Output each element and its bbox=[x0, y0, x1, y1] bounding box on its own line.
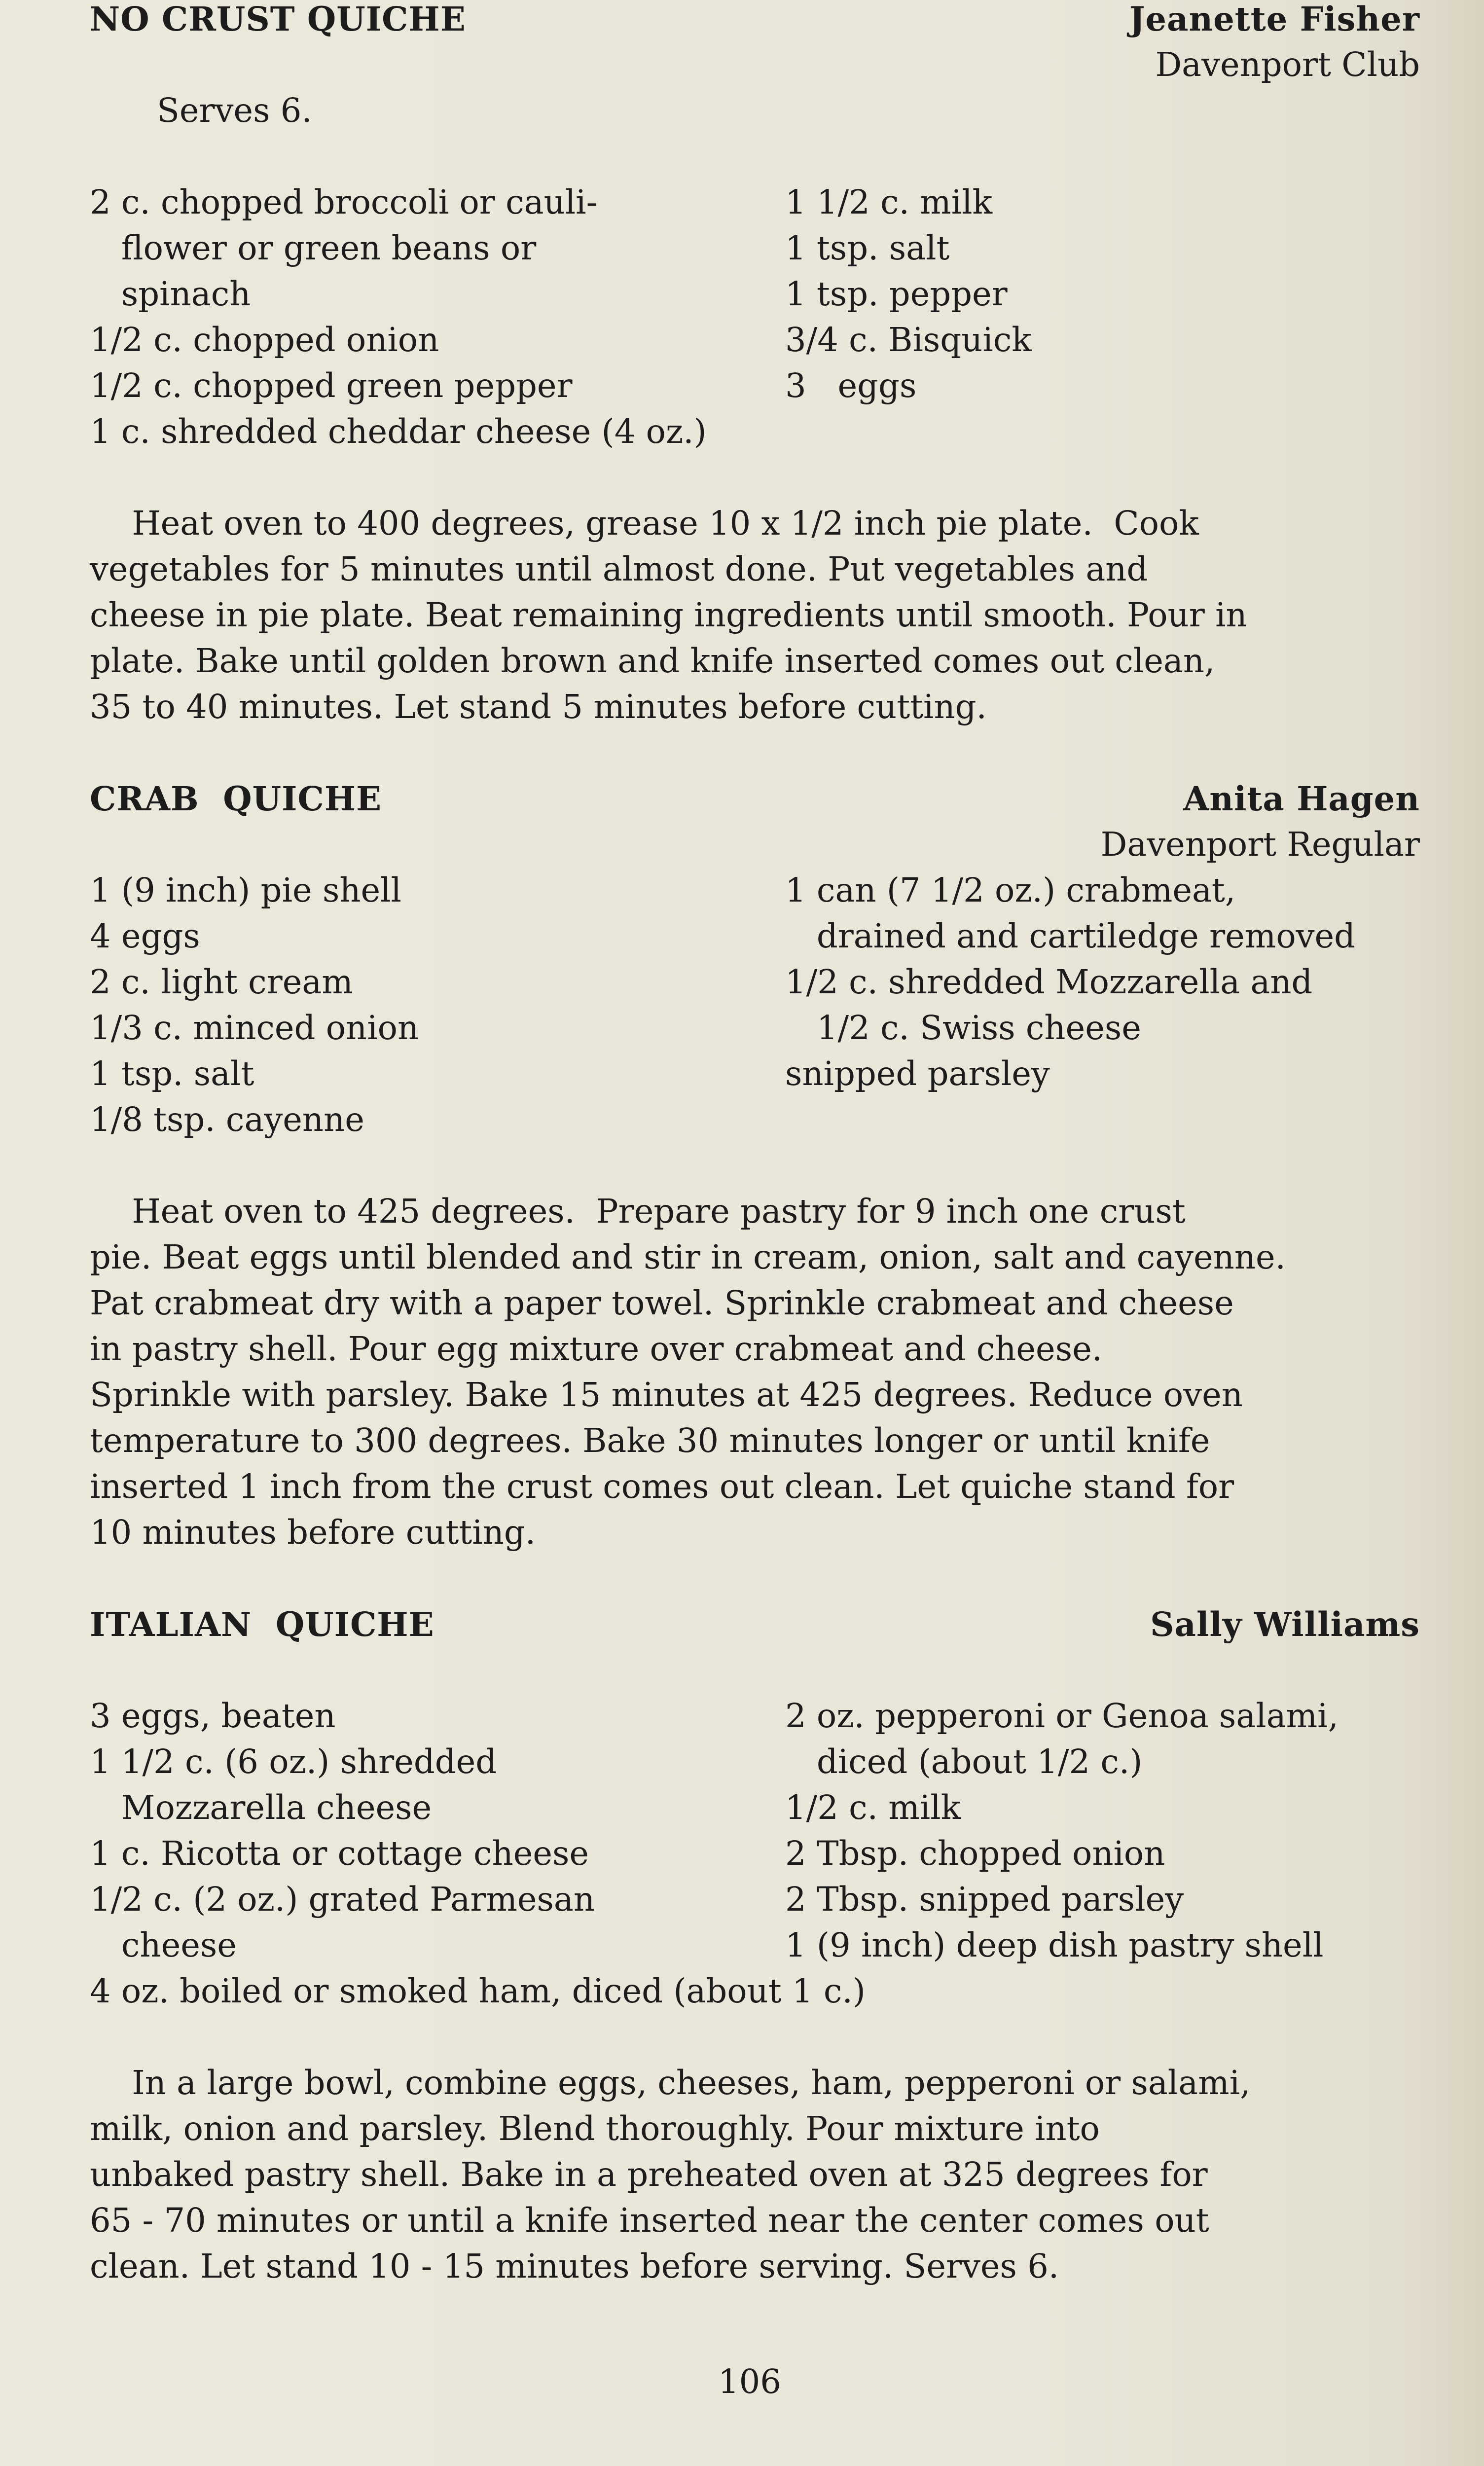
recipe-author: Jeanette Fisher bbox=[1129, 0, 1420, 38]
recipe-affiliation: Davenport Club bbox=[1155, 45, 1420, 84]
ingredient-line: 1/2 c. Swiss cheese bbox=[785, 1009, 1141, 1047]
ingredient-line: flower or green beans or bbox=[90, 229, 537, 267]
direction-line: temperature to 300 degrees. Bake 30 minutes longer or until knife bbox=[90, 1421, 1210, 1460]
ingredient-line: 1 tsp. pepper bbox=[785, 275, 1008, 313]
ingredient-line: 1 tsp. salt bbox=[90, 1054, 254, 1093]
ingredient-line: 1 1/2 c. (6 oz.) shredded bbox=[90, 1742, 497, 1781]
recipe-title: CRAB QUICHE bbox=[90, 779, 382, 818]
ingredient-line: 4 oz. boiled or smoked ham, diced (about 1 c.) bbox=[90, 1972, 866, 2010]
recipe-author: Anita Hagen bbox=[1183, 779, 1420, 818]
direction-line: pie. Beat eggs until blended and stir in cream, onion, salt and cayenne. bbox=[90, 1238, 1286, 1276]
ingredient-line: 2 c. chopped broccoli or cauli- bbox=[90, 183, 598, 221]
direction-line: unbaked pastry shell. Bake in a preheated oven at 325 degrees for bbox=[90, 2155, 1208, 2194]
direction-line: 65 - 70 minutes or until a knife inserted near the center comes out bbox=[90, 2201, 1209, 2240]
direction-line: milk, onion and parsley. Blend thoroughly. Pour mixture into bbox=[90, 2109, 1100, 2148]
ingredient-line: 1/3 c. minced onion bbox=[90, 1009, 419, 1047]
recipe-title: ITALIAN QUICHE bbox=[90, 1605, 434, 1644]
direction-line: clean. Let stand 10 - 15 minutes before serving. Serves 6. bbox=[90, 2247, 1059, 2285]
ingredient-line: 2 Tbsp. snipped parsley bbox=[785, 1880, 1184, 1919]
direction-line: Sprinkle with parsley. Bake 15 minutes at 425 degrees. Reduce oven bbox=[90, 1376, 1243, 1414]
direction-line: plate. Bake until golden brown and knife inserted comes out clean, bbox=[90, 642, 1215, 680]
ingredient-line: drained and cartiledge removed bbox=[785, 917, 1356, 955]
recipe-affiliation: Davenport Regular bbox=[1100, 825, 1420, 864]
direction-line: Heat oven to 400 degrees, grease 10 x 1/2 inch pie plate. Cook bbox=[90, 504, 1199, 543]
ingredient-line: 1/2 c. (2 oz.) grated Parmesan bbox=[90, 1880, 595, 1919]
ingredient-line: 2 c. light cream bbox=[90, 963, 353, 1001]
ingredient-line: 2 Tbsp. chopped onion bbox=[785, 1834, 1165, 1873]
direction-line: inserted 1 inch from the crust comes out clean. Let quiche stand for bbox=[90, 1467, 1234, 1506]
ingredient-line: 1 c. Ricotta or cottage cheese bbox=[90, 1834, 589, 1873]
ingredient-line: 1 (9 inch) pie shell bbox=[90, 871, 401, 909]
direction-line: vegetables for 5 minutes until almost done. Put vegetables and bbox=[90, 550, 1148, 588]
ingredient-line: Mozzarella cheese bbox=[90, 1788, 432, 1827]
ingredient-line: 1 1/2 c. milk bbox=[785, 183, 993, 221]
ingredient-line: spinach bbox=[90, 275, 251, 313]
ingredient-line: 1/2 c. milk bbox=[785, 1788, 961, 1827]
ingredient-line: 1/2 c. shredded Mozzarella and bbox=[785, 963, 1313, 1001]
ingredient-line: 3/4 c. Bisquick bbox=[785, 321, 1032, 359]
ingredient-line: 3 eggs, beaten bbox=[90, 1697, 336, 1735]
ingredient-line: 1 can (7 1/2 oz.) crabmeat, bbox=[785, 871, 1236, 909]
ingredient-line: snipped parsley bbox=[785, 1054, 1050, 1093]
direction-line: 10 minutes before cutting. bbox=[90, 1513, 536, 1552]
ingredient-line: 1 (9 inch) deep dish pastry shell bbox=[785, 1926, 1324, 1964]
ingredient-line: 4 eggs bbox=[90, 917, 200, 955]
recipe-title: NO CRUST QUICHE bbox=[90, 0, 466, 38]
page-number: 106 bbox=[718, 2362, 781, 2401]
ingredient-line: 1/8 tsp. cayenne bbox=[90, 1100, 364, 1139]
direction-line: Pat crabmeat dry with a paper towel. Sprinkle crabmeat and cheese bbox=[90, 1284, 1234, 1322]
ingredient-line: 2 oz. pepperoni or Genoa salami, bbox=[785, 1697, 1339, 1735]
ingredient-line: 1 tsp. salt bbox=[785, 229, 950, 267]
direction-line: 35 to 40 minutes. Let stand 5 minutes before cutting. bbox=[90, 688, 987, 726]
direction-line: in pastry shell. Pour egg mixture over crabmeat and cheese. bbox=[90, 1330, 1103, 1368]
ingredient-line: 1 c. shredded cheddar cheese (4 oz.) bbox=[90, 412, 707, 451]
recipe-author: Sally Williams bbox=[1150, 1605, 1420, 1644]
direction-line: cheese in pie plate. Beat remaining ingredients until smooth. Pour in bbox=[90, 596, 1247, 634]
ingredient-line: 3 eggs bbox=[785, 366, 917, 405]
recipe-serves: Serves 6. bbox=[157, 91, 312, 130]
ingredient-line: diced (about 1/2 c.) bbox=[785, 1742, 1143, 1781]
direction-line: In a large bowl, combine eggs, cheeses, ham, pepperoni or salami, bbox=[90, 2064, 1251, 2102]
ingredient-line: cheese bbox=[90, 1926, 237, 1964]
direction-line: Heat oven to 425 degrees. Prepare pastry for 9 inch one crust bbox=[90, 1192, 1186, 1231]
ingredient-line: 1/2 c. chopped green pepper bbox=[90, 366, 573, 405]
ingredient-line: 1/2 c. chopped onion bbox=[90, 321, 439, 359]
